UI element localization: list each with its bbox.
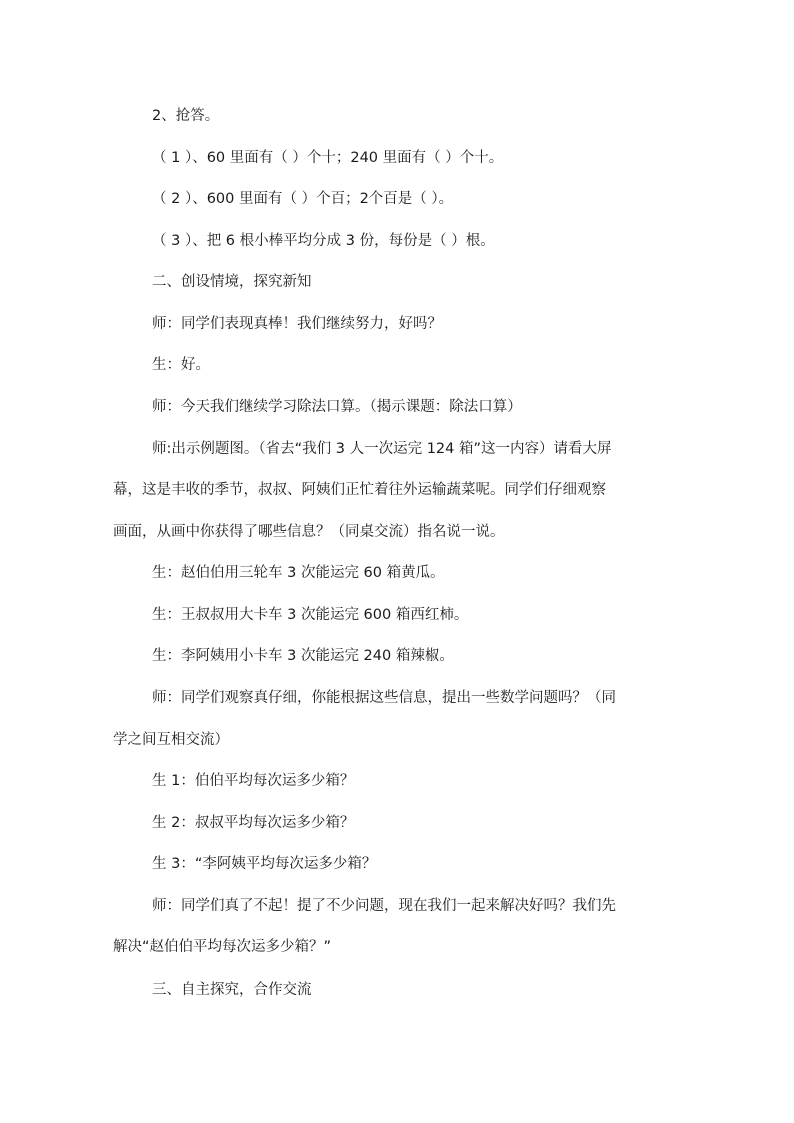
text-line: （ 2 ）、600 里面有（ ）个百；2个百是（ ）。	[152, 191, 454, 207]
section-heading: 三、自主探究，合作交流	[152, 982, 312, 998]
section-heading: 二、创设情境，探究新知	[152, 274, 312, 290]
text-line: 师:出示例题图。（省去“我们 3 人一次运完 124 箱”这一内容）请看大屏	[152, 441, 612, 457]
text-line: 画面，从画中你获得了哪些信息？（同桌交流）指名说一说。	[113, 524, 505, 540]
text-line: 师：同学们观察真仔细，你能根据这些信息，提出一些数学问题吗？（同	[152, 690, 616, 706]
text-line: 生：赵伯伯用三轮车 3 次能运完 60 箱黄瓜。	[152, 565, 445, 581]
text-line: （ 1 ）、60 里面有（ ）个十；240 里面有（ ）个十。	[152, 150, 504, 166]
text-line: 学之间互相交流）	[113, 732, 229, 748]
text-line: 生 3：“李阿姨平均每次运多少箱？	[152, 856, 377, 872]
text-line: 师：同学们真了不起！提了不少问题，现在我们一起来解决好吗？我们先	[152, 898, 616, 914]
text-line: 师：同学们表现真棒！我们继续努力，好吗？	[152, 316, 442, 332]
text-line: 生：好。	[152, 357, 210, 373]
text-line: 生 1：伯伯平均每次运多少箱？	[152, 773, 355, 789]
text-line: 解决“赵伯伯平均每次运多少箱？”	[113, 939, 332, 955]
text-line: 生：王叔叔用大卡车 3 次能运完 600 箱西红柿。	[152, 607, 469, 623]
text-line: 生 2：叔叔平均每次运多少箱？	[152, 815, 355, 831]
text-line: 生：李阿姨用小卡车 3 次能运完 240 箱辣椒。	[152, 648, 454, 664]
text-line: 幕，这是丰收的季节，叔叔、阿姨们正忙着往外运输蔬菜呢。同学们仔细观察	[113, 482, 606, 498]
text-line: （ 3 ）、把 6 根小棒平均分成 3 份，每份是（ ）根。	[152, 233, 495, 249]
text-line: 师：今天我们继续学习除法口算。（揭示课题：除法口算）	[152, 399, 522, 415]
text-line: 2、抢答。	[152, 108, 220, 124]
